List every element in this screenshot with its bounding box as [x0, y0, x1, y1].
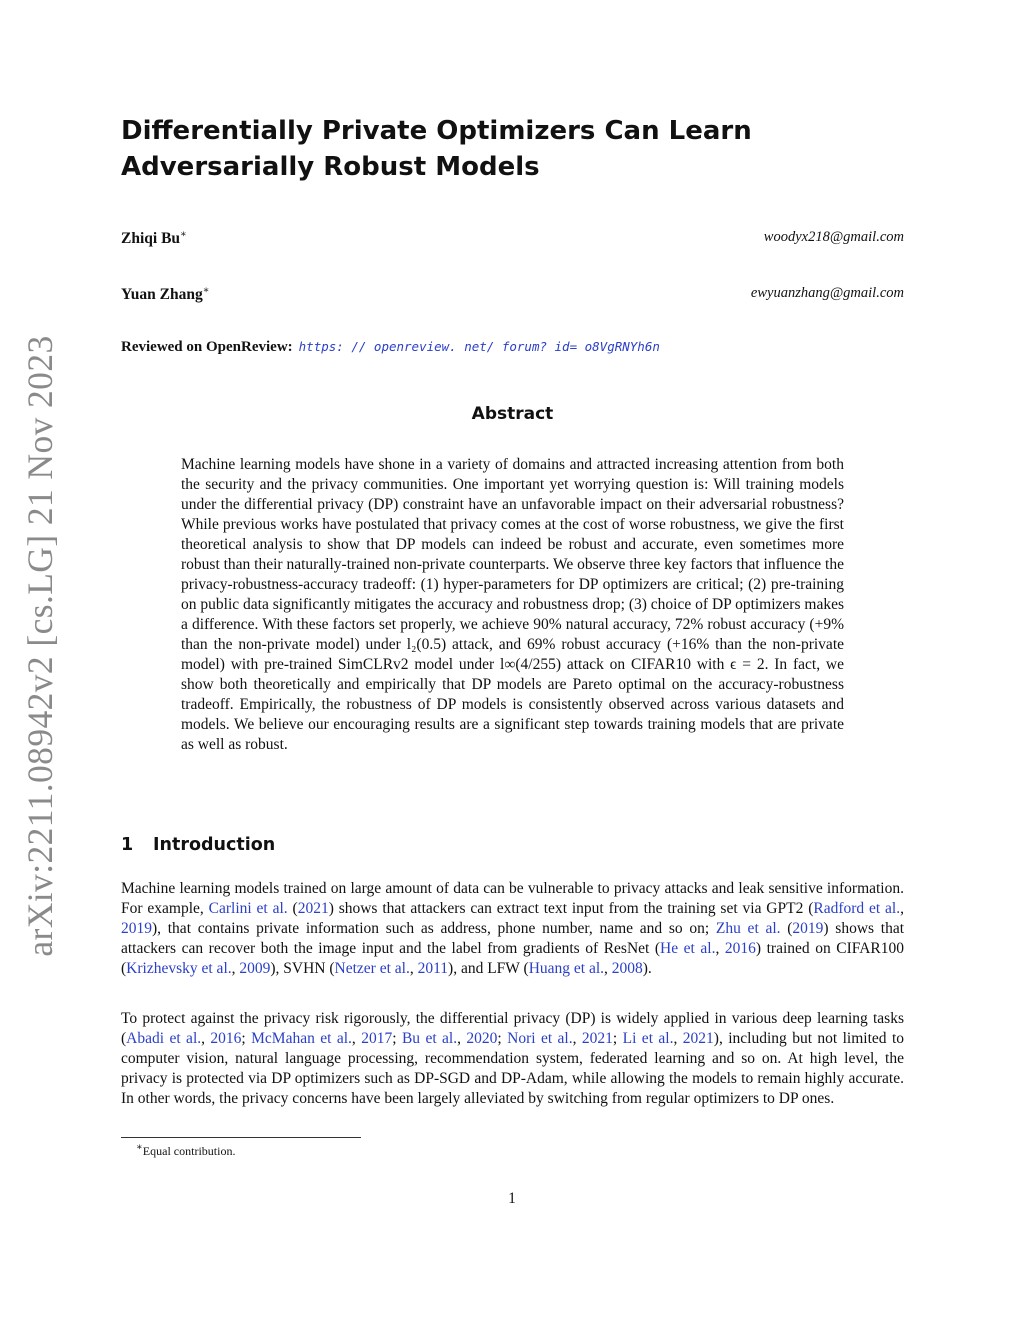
citation-link[interactable]: Krizhevsky et al.	[126, 960, 232, 977]
review-label: Reviewed on OpenReview:	[121, 339, 293, 355]
paragraph-text: ), SVHN (	[270, 960, 335, 977]
arxiv-sidebar	[0, 335, 80, 957]
footnote-mark: ∗	[136, 1142, 143, 1153]
author-email[interactable]: ewyuanzhang@gmail.com	[750, 285, 904, 301]
paper-title: Differentially Private Optimizers Can Learn Adversarially Robust Models	[121, 116, 752, 182]
paragraph-text: ), and LFW (	[448, 960, 529, 977]
paragraph-text: ;	[612, 1030, 623, 1047]
citation-link[interactable]: Abadi et al.	[126, 1030, 202, 1047]
citation-link[interactable]: 2009	[239, 960, 271, 977]
intro-paragraph-2	[121, 1009, 904, 1109]
citation-link[interactable]: 2021	[682, 1030, 714, 1047]
citation-link[interactable]: McMahan et al.	[251, 1030, 352, 1047]
footnote	[136, 1142, 235, 1159]
author-name: Zhiqi Bu	[121, 230, 181, 248]
author-name: Yuan Zhang	[121, 286, 203, 304]
paragraph-text: ,	[715, 940, 725, 957]
paragraph-text: ;	[392, 1030, 402, 1047]
paragraph-text: ,	[351, 1030, 362, 1047]
citation-link[interactable]: 2017	[361, 1030, 393, 1047]
paragraph-text: ,	[457, 1030, 467, 1047]
paragraph-text: ;	[497, 1030, 508, 1047]
footnote-text: Equal contribution.	[142, 1144, 236, 1158]
paragraph-text: To protect against the privacy risk rigorously, the differential privacy (DP) is widely applied in various deep learning tasks (	[121, 1010, 904, 1047]
citation-link[interactable]: 2020	[466, 1030, 498, 1047]
citation-link[interactable]: 2019	[792, 920, 824, 937]
citation-link[interactable]: 2011	[417, 960, 449, 977]
section-number: 1	[121, 835, 134, 855]
citation-link[interactable]: Radford et al.	[813, 900, 901, 917]
paragraph-text: ,	[231, 960, 240, 977]
paragraph-text: ).	[642, 960, 652, 977]
citation-link[interactable]: Netzer et al.	[334, 960, 410, 977]
paragraph-text: ) shows that attackers can recover both the image input and the label from gradients of ResNet (	[121, 920, 905, 957]
author-row	[121, 229, 904, 249]
paragraph-text: ,	[409, 960, 418, 977]
paragraph-text: ,	[572, 1030, 582, 1047]
citation-link[interactable]: 2021	[297, 900, 329, 917]
author-mark: ∗	[202, 285, 210, 296]
section-title: Introduction	[153, 835, 276, 855]
page-number: 1	[508, 1190, 516, 1207]
citation-link[interactable]: Carlini et al.	[208, 900, 288, 917]
citation-link[interactable]: 2008	[611, 960, 643, 977]
arxiv-identifier: arXiv:2211.08942v2 [cs.LG] 21 Nov 2023	[20, 335, 60, 957]
citation-link[interactable]: Li et al.	[622, 1030, 674, 1047]
paragraph-text: ) trained on CIFAR100 (	[121, 940, 904, 977]
citation-link[interactable]: 2016	[210, 1030, 242, 1047]
abstract-heading: Abstract	[471, 404, 554, 424]
paragraph-text: (	[780, 920, 793, 937]
intro-paragraph-1	[121, 879, 904, 979]
paragraph-text: Machine learning models trained on large amount of data can be vulnerable to privacy attacks and leak sensitive information. For example,	[121, 880, 904, 917]
citation-link[interactable]: Zhu et al.	[715, 920, 781, 937]
citation-link[interactable]: He et al.	[660, 940, 716, 957]
citation-link[interactable]: Nori et al.	[507, 1030, 573, 1047]
citation-link[interactable]: Huang et al.	[528, 960, 605, 977]
paragraph-text: ), including but not limited to computer vision, natural language processing, recommendation system, federated learning and so on. At high level, the privacy is protected via DP optimizers such as DP-SGD and DP-Adam, while allowing the models to remain highly accurate. In other words, the privacy concerns have been largely alleviated by switching from regular optimizers to DP ones.	[121, 1030, 905, 1107]
section-heading	[121, 835, 275, 855]
abstract-text: Machine learning models have shone in a variety of domains and attracted increasing attention from both the security and the privacy communities. One important yet worrying question is: Will training models under the differential privacy (DP) constraint have an unfavorable impact on their adversarial robustness? While previous works have postulated that privacy comes at the cost of worse robustness, we give the first theoretical analysis to show that DP models can indeed be robust and accurate, even sometimes more robust than their naturally-trained non-private counterparts. We observe three key factors that influence the privacy-robustness-accuracy tradeoff: (1) hyper-parameters for DP optimizers are critical; (2) pre-training on public data significantly mitigates the accuracy and robustness drop; (3) choice of DP optimizers makes a difference. With these factors set properly, we achieve 90% natural accuracy, 72% robust accuracy (+9% than the non-private model) under l₂(0.5) attack, and 69% robust accuracy (+16% than the non-private model) with pre-trained SimCLRv2 model under l∞(4/255) attack on CIFAR10 with ϵ = 2. In fact, we show both theoretically and empirically that DP models are Pareto optimal on the accuracy-robustness tradeoff. Empirically, the robustness of DP models is consistently observed across various datasets and models. We believe our encouraging results are a significant step towards training models that are private as well as robust.	[181, 456, 844, 753]
paragraph-text: ;	[241, 1030, 252, 1047]
citation-link[interactable]: 2016	[724, 940, 756, 957]
footnote-rule	[121, 1137, 361, 1138]
paragraph-text: ,	[201, 1030, 211, 1047]
author-row	[121, 285, 904, 305]
paragraph-text: ,	[604, 960, 612, 977]
paragraph-text: ) shows that attackers can extract text input from the training set via GPT2 (	[328, 900, 814, 917]
openreview-link[interactable]: https: // openreview. net/ forum? id= o8VgRNYh6n	[298, 339, 660, 354]
author-mark: ∗	[180, 229, 187, 240]
citation-link[interactable]: Bu et al.	[401, 1030, 458, 1047]
paragraph-text: (	[287, 900, 298, 917]
citation-link[interactable]: 2021	[581, 1030, 613, 1047]
paragraph-text: ,	[900, 900, 904, 917]
paragraph-text: ), that contains private information such as address, phone number, name and so on;	[152, 920, 716, 937]
citation-link[interactable]: 2019	[121, 920, 152, 937]
review-info	[121, 339, 660, 356]
author-email[interactable]: woodyx218@gmail.com	[763, 229, 904, 245]
paragraph-text: ,	[673, 1030, 683, 1047]
